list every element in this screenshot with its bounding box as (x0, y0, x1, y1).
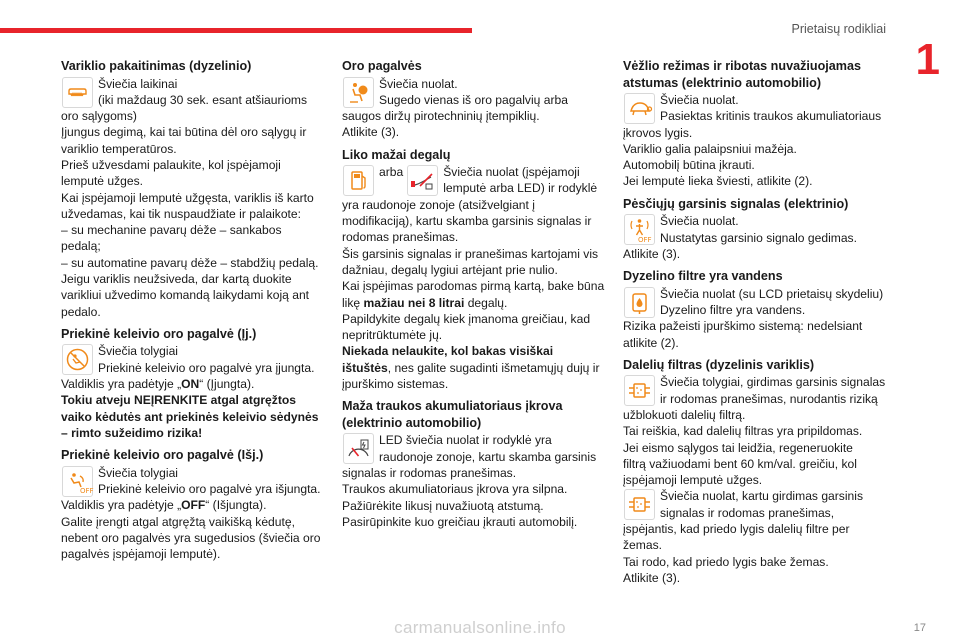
text-line: raudonoje zonoje, kartu skamba garsinis (379, 449, 597, 464)
text-line: LED šviečia nuolat ir rodyklė yra (379, 433, 552, 448)
watermark: carmanualsonline.info (394, 618, 566, 637)
section-water-in-diesel (623, 268, 885, 351)
switch-value: ON (181, 377, 200, 392)
text-line: Jei eismo sąlygos tai leidžia, regeneruokite (623, 440, 853, 455)
icon-text (660, 374, 885, 407)
text-line: Atlikite (3). (342, 125, 400, 140)
section-heading: Dyzelino filtre yra vandens (623, 269, 783, 284)
section-low-traction-battery (342, 398, 604, 530)
section-body (623, 521, 885, 586)
icon-text (379, 76, 604, 109)
text-line: Šviečia nuolat. (660, 93, 739, 107)
section-body (61, 376, 323, 441)
text-line: Jeigu variklis neužsiveda, dar kartą duokite (61, 272, 292, 287)
text-line: įkrovos lygis. (623, 125, 693, 140)
text-line: Šviečia nuolat. (379, 76, 458, 91)
section-heading: Dalelių filtras (dyzelinis variklis) (623, 357, 815, 372)
text-line: pagalvės įspėjamoji lemputė). (61, 547, 221, 562)
section-heading (342, 398, 604, 431)
text-line: Šviečia tolygiai (98, 344, 178, 359)
text-span: , nes galite sugadinti išmetamųjų dujų ir (387, 360, 600, 375)
text-line: įspėjamoji lemputė užges. (623, 473, 763, 488)
low-battery-icon (343, 433, 374, 464)
text-line: Tai reiškia, kad dalelių filtras yra pripildomas. (623, 424, 863, 439)
heading-line: (elektrinio automobilio) (342, 415, 482, 430)
text-line: – su mechanine pavarų dėže – sankabos (61, 223, 282, 238)
section-airbags (342, 58, 604, 141)
icon-text (379, 432, 604, 465)
section-heading: Priekinė keleivio oro pagalvė (Išj.) (61, 448, 264, 463)
text-line: – su automatine pavarų dėže – stabdžių pedalą. (61, 255, 319, 270)
switch-position-line (61, 497, 323, 513)
turtle-mode-icon (624, 93, 655, 124)
section-heading: Priekinė keleivio oro pagalvė (Įj.) (61, 326, 257, 341)
warning-line: Niekada nelaukite, kol bakas visiškai (342, 344, 554, 359)
section-pedestrian-sound (623, 196, 885, 262)
warning-line: vaiko kėdutės ant priekinės keleivio sėdynės (61, 409, 319, 424)
text-line: Šviečia nuolat (su LCD prietaisų skydeliu) (660, 286, 884, 301)
text-line: dažniau, degalų lygiui artėjant prie nulio. (342, 262, 558, 277)
pedestrian-sound-off-icon (624, 214, 655, 245)
text-line: variklio temperatūros. (61, 141, 177, 156)
text-line: nepritrūktumėte jų. (342, 328, 443, 343)
switch-position-line (61, 376, 323, 392)
svg-text:OFF: OFF (80, 486, 94, 495)
text-span: “ (Įjungta). (199, 377, 255, 392)
text-line: Galite įrengti atgal atgręžtą vaikišką kėdutę, (61, 514, 295, 529)
fuel-gauge-icon (407, 165, 438, 196)
text-line: Atlikite (3). (623, 570, 681, 585)
text-line: saugos diržų pirotechninių įtempiklių. (342, 109, 540, 124)
text-line: Atlikite (3). (623, 246, 681, 261)
text-line: įpurškimo sistemas. (342, 377, 449, 392)
text-line: Šviečia tolygiai, girdimas garsinis signalas (660, 375, 886, 390)
water-in-diesel-icon (624, 287, 655, 318)
section-body (342, 465, 604, 530)
fuel-amount: mažiau nei 8 litrai (363, 295, 465, 310)
passenger-airbag-off-icon (62, 466, 93, 497)
text-line: Šviečia nuolat (įspėjamoji (443, 165, 580, 180)
column-1 (61, 58, 323, 569)
icon-text (660, 286, 885, 319)
warning-line: – rimto sužeidimo rizika! (61, 425, 203, 440)
section-heading: Liko mažai degalų (342, 147, 451, 162)
text-line: Rizika pažeisti įpurškimo sistemą: nedelsiant (623, 319, 863, 334)
text-line: žemas. (623, 538, 662, 553)
text-line: signalas ir rodomas pranešimas, (660, 505, 835, 520)
section-particle-filter (623, 357, 885, 586)
airbag-warning-icon (343, 77, 374, 108)
text-line: signalas ir rodomas pranešimas. (342, 465, 517, 480)
icon-text (660, 92, 885, 125)
column-3 (623, 58, 885, 592)
or-label: arba (379, 165, 404, 180)
text-span: Valdiklis yra padėtyje „ (61, 498, 182, 513)
section-passenger-airbag-off (61, 447, 323, 562)
text-line: pedalą; (61, 239, 101, 254)
text-line: Šis garsinis signalas ir pranešimas kartojami vis (342, 246, 599, 261)
warning-line: Tokiu atveju NEĮRENKITE atgal atgręžtos (61, 393, 296, 408)
section-body (623, 318, 885, 351)
switch-value: OFF (181, 498, 206, 513)
text-line: Šviečia laikinai (98, 76, 178, 91)
text-line: įspėjantis, kad priedo lygis dalelių filtre per (623, 522, 850, 537)
section-glow-plugs (61, 58, 323, 320)
section-low-fuel (342, 147, 604, 393)
section-body (623, 125, 885, 190)
column-2 (342, 58, 604, 536)
particle-filter-icon (624, 489, 655, 520)
particle-filter-icon (624, 375, 655, 406)
icon-text (660, 488, 885, 521)
text-line: Kai įspėjimas parodomas pirmą kartą, bake būna (342, 279, 605, 294)
fuel-pump-icon (343, 165, 374, 196)
warning-word: ištuštės (342, 360, 388, 375)
section-heading (623, 58, 885, 91)
warning-line (342, 360, 604, 376)
section-body (61, 108, 323, 320)
text-line: užvedamas, kai tik nuspaudžiate ir palaikote: (61, 206, 301, 221)
text-line: Priekinė keleivio oro pagalvė yra įjungta. (98, 360, 315, 375)
text-span: Valdiklis yra padėtyje „ (61, 377, 182, 392)
text-line: varikliui užvedimo komandą laikydami koją ant (61, 288, 310, 303)
text-line: nebent oro pagalvės yra sugedusios (šviečia oro (61, 530, 321, 545)
heading-line: Maža traukos akumuliatoriaus įkrova (342, 399, 563, 414)
text-span: “ (Išjungta). (205, 498, 267, 513)
off-label: OFF (638, 236, 652, 245)
text-line: modifikaciją), kartu skamba garsinis signalas ir (342, 214, 592, 229)
passenger-airbag-on-icon (62, 344, 93, 375)
text-line: yra raudonoje zonoje (atsižvelgiant į (342, 197, 535, 212)
text-line: Sugedo vienas iš oro pagalvių arba (379, 92, 568, 107)
section-passenger-airbag-on (61, 326, 323, 441)
text-line: pedalo. (61, 304, 101, 319)
fuel-amount-line (342, 295, 604, 311)
chapter-number: 1 (915, 35, 940, 84)
icon-text (98, 76, 323, 109)
text-line: rodomas pranešimas. (342, 230, 459, 245)
section-body (623, 407, 885, 488)
text-span: degalų. (464, 295, 508, 310)
text-line: Šviečia tolygiai (98, 465, 178, 480)
section-heading: Oro pagalvės (342, 59, 422, 73)
text-line: Automobilį būtina įkrauti. (623, 158, 755, 173)
section-body (623, 246, 885, 262)
icon-text (98, 343, 323, 376)
section-body (342, 197, 604, 393)
text-line: Šviečia nuolat, kartu girdimas garsinis (660, 489, 863, 504)
icon-text (443, 164, 604, 197)
text-line: (iki maždaug 30 sek. esant atšiaurioms (98, 92, 308, 107)
section-heading: Variklio pakaitinimas (dyzelinio) (61, 59, 252, 73)
text-line: Priekinė keleivio oro pagalvė yra išjungta. (98, 482, 321, 497)
text-line: Tai rodo, kad priedo lygis bake žemas. (623, 554, 829, 569)
text-line: Pažiūrėkite likusį nuvažiuotą atstumą. (342, 498, 544, 513)
text-line: ir rodomas pranešimas, nurodantis riziką (660, 391, 878, 406)
text-line: filtrą važiuodami bent 60 km/val. greičiu, kol (623, 456, 857, 471)
text-line: Variklio galia palaipsniui mažėja. (623, 141, 797, 156)
text-line: Jei lemputė lieka šviesti, atlikite (2). (623, 174, 813, 189)
text-line: Įjungus degimą, kai tai būtina dėl oro sąlygų ir (61, 125, 307, 140)
heading-line: Vėžlio režimas ir ribotas nuvažiuojamas (623, 59, 861, 73)
text-line: lemputė užges. (61, 174, 144, 189)
section-heading: Pėsčiųjų garsinis signalas (elektrinio) (623, 196, 849, 211)
text-line: Prieš užvesdami palaukite, kol įspėjamoji (61, 157, 281, 172)
chapter-title: Prietaisų rodikliai (791, 22, 886, 36)
text-line: Papildykite degalų kiek įmanoma greičiau, kad (342, 311, 591, 326)
text-line: Šviečia nuolat. (660, 214, 739, 229)
text-line: Traukos akumuliatoriaus įkrova yra silpna. (342, 482, 568, 497)
section-body (342, 108, 604, 141)
text-line: Nustatytas garsinio signalo gedimas. (660, 230, 857, 245)
icon-text (660, 213, 885, 246)
text-line: užblokuoti dalelių filtrą. (623, 407, 746, 422)
icon-text (98, 465, 323, 498)
glow-plug-icon (62, 77, 93, 108)
text-line: lemputė arba LED) ir rodyklė (443, 181, 598, 196)
section-body (61, 497, 323, 562)
text-line: Dyzelino filtre yra vandens. (660, 302, 806, 317)
heading-line: atstumas (elektrinio automobilio) (623, 75, 822, 90)
text-line: atlikite (2). (623, 335, 679, 350)
section-turtle-mode (623, 58, 885, 190)
text-span: likę (342, 295, 364, 310)
text-line: oro sąlygoms) (61, 109, 137, 124)
page-number: 17 (913, 622, 926, 634)
text-line: Kai įspėjamoji lemputė užgęsta, variklis iš karto (61, 190, 314, 205)
text-line: Pasiektas kritinis traukos akumuliatoriaus (660, 109, 882, 124)
text-line: Pasirūpinkite kuo greičiau įkrauti automobilį. (342, 514, 578, 529)
header-accent-bar (0, 28, 472, 33)
